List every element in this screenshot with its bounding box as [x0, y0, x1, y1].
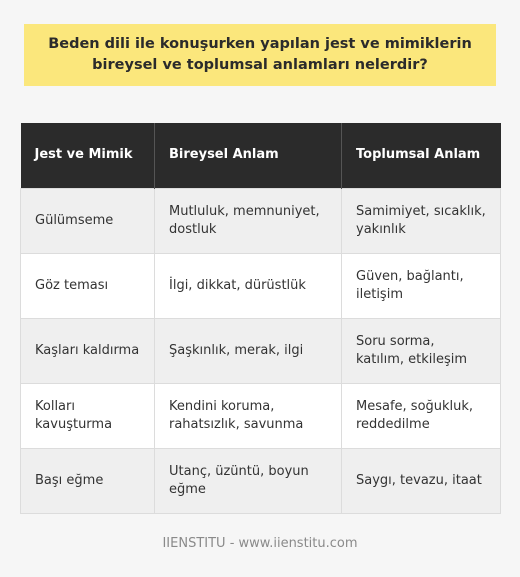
table-row: [21, 253, 501, 318]
cell-gesture: Kolları kavuşturma: [21, 383, 155, 448]
cell-individual: Şaşkınlık, merak, ilgi: [155, 318, 342, 383]
page-title-text: Beden dili ile konuşurken yapılan jest ve mimiklerin bireysel ve toplumsal anlamları nelerdir?: [48, 36, 472, 73]
header-individual-meaning: Bireysel Anlam: [155, 123, 342, 188]
table-header-row: [21, 123, 501, 188]
cell-gesture: Gülümseme: [21, 188, 155, 253]
header-social-meaning: Toplumsal Anlam: [342, 123, 501, 188]
table-row: [21, 188, 501, 253]
gesture-table: [20, 123, 501, 514]
table-row: [21, 448, 501, 513]
cell-social: Saygı, tevazu, itaat: [342, 448, 501, 513]
cell-gesture: Göz teması: [21, 253, 155, 318]
cell-gesture: Kaşları kaldırma: [21, 318, 155, 383]
cell-individual: Utanç, üzüntü, boyun eğme: [155, 448, 342, 513]
cell-individual: Mutluluk, memnuniyet, dostluk: [155, 188, 342, 253]
footer-credit-text: IIENSTITU - www.iienstitu.com: [162, 536, 358, 551]
cell-social: Mesafe, soğukluk, reddedilme: [342, 383, 501, 448]
cell-individual: Kendini koruma, rahatsızlık, savunma: [155, 383, 342, 448]
cell-social: Soru sorma, katılım, etkileşim: [342, 318, 501, 383]
table-row: [21, 318, 501, 383]
header-gesture: Jest ve Mimik: [21, 123, 155, 188]
page-title: [24, 24, 496, 86]
cell-gesture: Başı eğme: [21, 448, 155, 513]
table-row: [21, 383, 501, 448]
cell-social: Güven, bağlantı, iletişim: [342, 253, 501, 318]
cell-individual: İlgi, dikkat, dürüstlük: [155, 253, 342, 318]
cell-social: Samimiyet, sıcaklık, yakınlık: [342, 188, 501, 253]
footer-credit: [0, 536, 520, 551]
